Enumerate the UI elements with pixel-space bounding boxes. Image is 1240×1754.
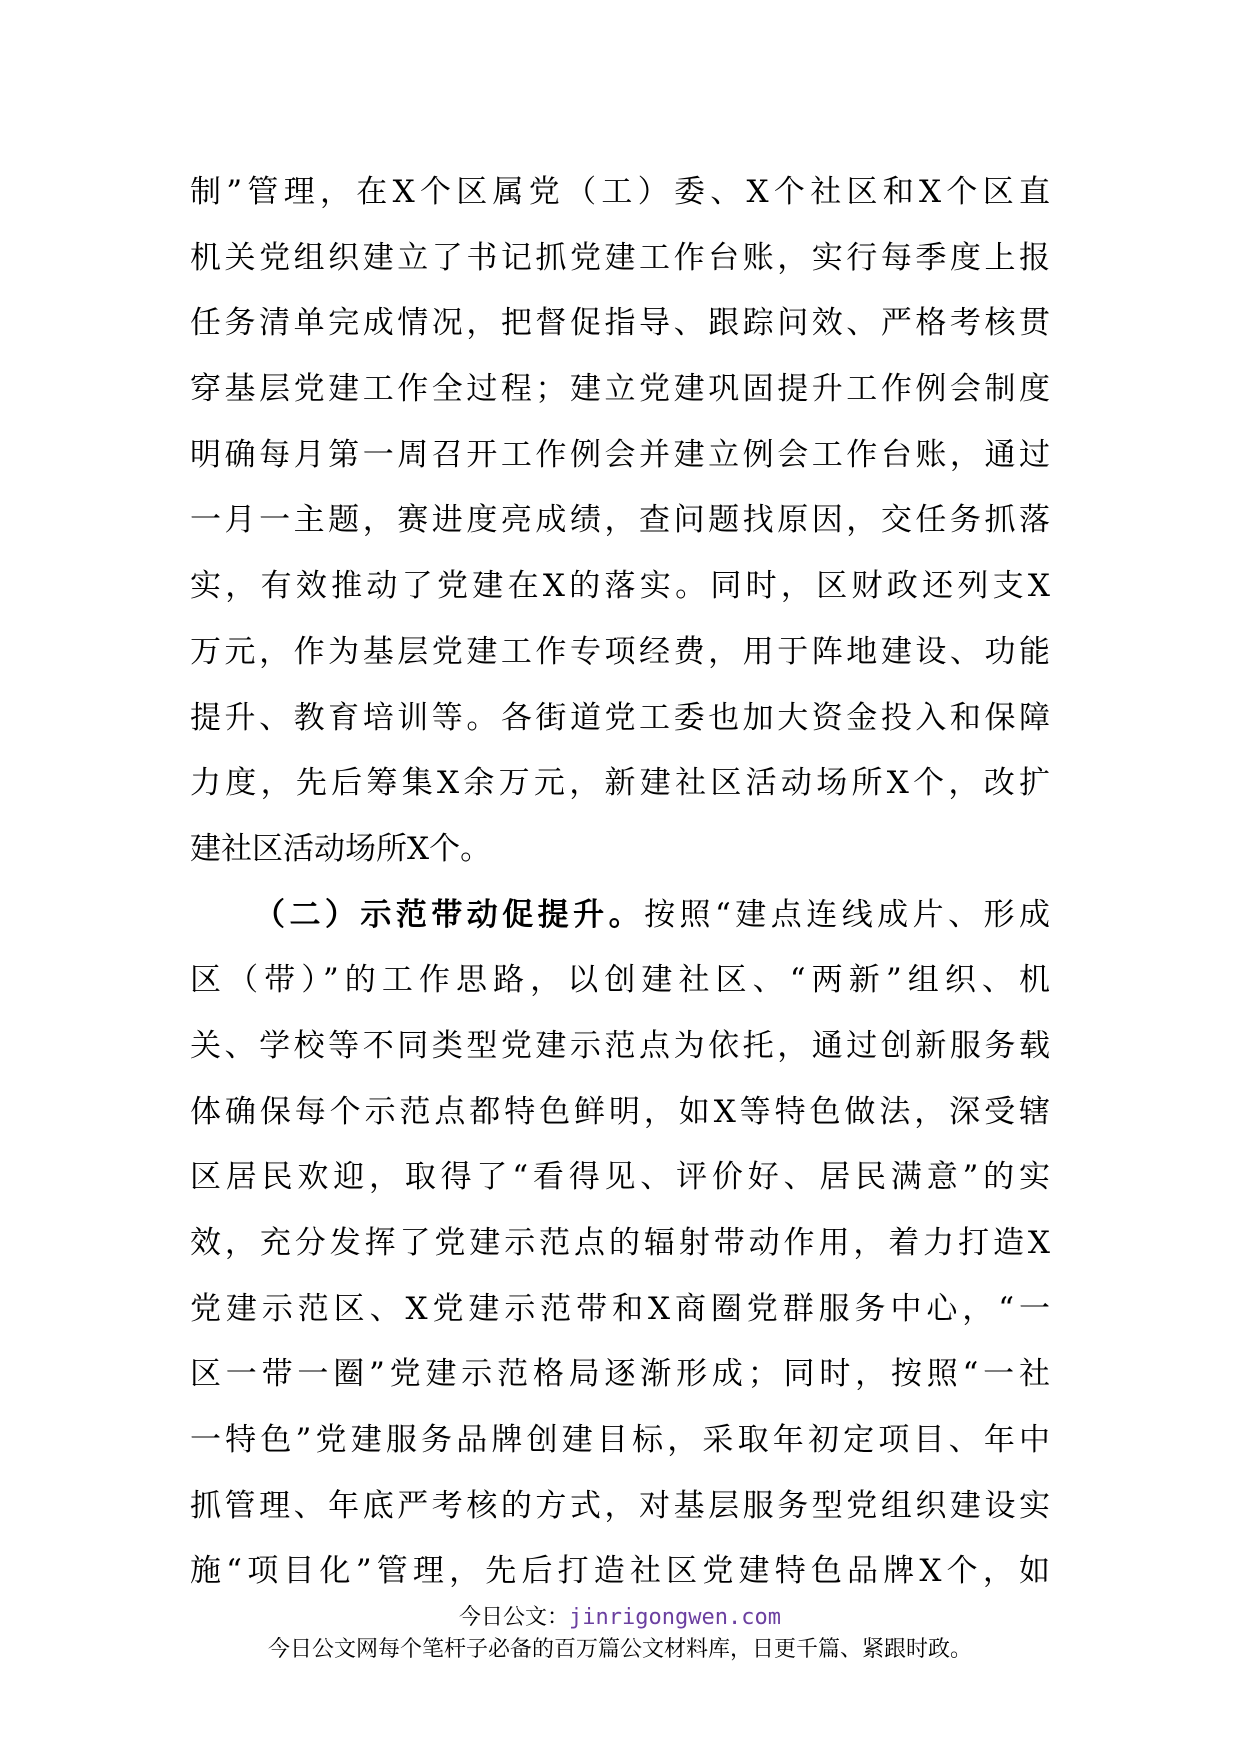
- body-line: 效，充分发挥了党建示范点的辐射带动作用，着力打造X: [190, 1225, 1050, 1261]
- body-line: 明确每月第一周召开工作例会并建立例会工作台账，通过: [190, 436, 1050, 473]
- body-line: 机关党组织建立了书记抓党建工作台账，实行每季度上报: [190, 239, 1050, 276]
- body-line: 建社区活动场所X个。: [190, 830, 492, 867]
- body-line: 一月一主题，赛进度亮成绩，查问题找原因，交任务抓落: [190, 502, 1050, 539]
- body-line: 区（带）”的工作思路，以创建社区、“两新”组织、机: [190, 962, 1050, 999]
- document-body: [190, 160, 1050, 1605]
- footer-slogan: 今日公文网每个笔杆子必备的百万篇公文材料库，日更千篇、紧跟时政。: [267, 1637, 972, 1662]
- body-line: 万元，作为基层党建工作专项经费，用于阵地建设、功能: [190, 633, 1050, 670]
- body-line: 制”管理，在X个区属党（工）委、X个社区和X个区直: [190, 174, 1050, 210]
- body-line: 实，有效推动了党建在X的落实。同时，区财政还列支X: [190, 568, 1050, 605]
- body-line: 力度，先后筹集X余万元，新建社区活动场所X个，改扩: [190, 765, 1050, 802]
- body-line: 区居民欢迎，取得了“看得见、评价好、居民满意”的实: [190, 1159, 1050, 1196]
- body-line: 体确保每个示范点都特色鲜明，如X等特色做法，深受辖: [190, 1093, 1050, 1130]
- body-line: 施“项目化”管理，先后打造社区党建特色品牌X个，如: [190, 1553, 1050, 1590]
- section-2-first-line-text: 按照“建点连线成片、形成: [644, 896, 1050, 933]
- body-line: 任务清单完成情况，把督促指导、跟踪问效、严格考核贯: [190, 305, 1050, 342]
- footer-site-label: 今日公文：: [459, 1605, 570, 1630]
- body-line: 提升、教育培训等。各街道党工委也加大资金投入和保障: [190, 699, 1050, 736]
- section-2-first-line: [190, 883, 1050, 949]
- section-2-heading: （二）示范带动促提升。: [254, 896, 645, 933]
- body-line: 抓管理、年底严考核的方式，对基层服务型党组织建设实: [190, 1487, 1050, 1524]
- footer-site: [0, 1600, 1240, 1631]
- body-line: 一特色”党建服务品牌创建目标，采取年初定项目、年中: [190, 1422, 1050, 1459]
- body-line: 关、学校等不同类型党建示范点为依托，通过创新服务载: [190, 1027, 1050, 1064]
- body-line: 区一带一圈”党建示范格局逐渐形成；同时，按照“一社: [190, 1356, 1050, 1393]
- footer-site-url[interactable]: jinrigongwen.com: [569, 1605, 781, 1630]
- body-line: 穿基层党建工作全过程；建立党建巩固提升工作例会制度: [190, 371, 1050, 408]
- body-line: 党建示范区、X党建示范带和X商圈党群服务中心，“一: [190, 1290, 1050, 1327]
